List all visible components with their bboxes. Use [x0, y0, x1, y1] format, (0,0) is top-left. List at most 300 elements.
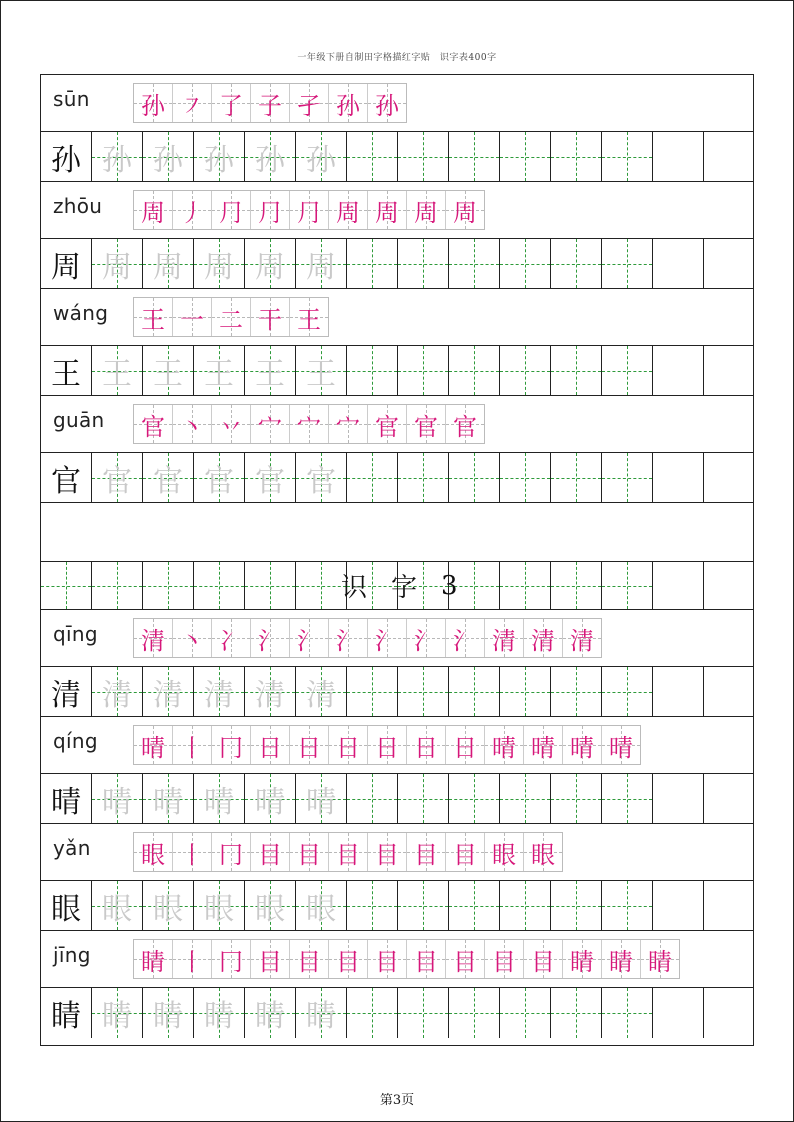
stroke-step [134, 833, 173, 871]
stroke-glyph: 孙 [141, 91, 165, 120]
trace-cell[interactable] [245, 774, 296, 823]
trace-cell[interactable] [194, 346, 245, 395]
stroke-order-strip [133, 939, 680, 979]
stroke-glyph: 目 [453, 840, 477, 869]
practice-cell[interactable] [602, 132, 653, 181]
writing-row [41, 881, 753, 931]
trace-cell[interactable] [194, 667, 245, 716]
stroke-glyph: 丨 [180, 840, 204, 869]
practice-cell[interactable] [449, 453, 500, 502]
pinyin-label: qíng [53, 729, 98, 753]
title-grid-cell [500, 562, 551, 609]
stroke-order-strip [133, 83, 407, 123]
practice-cell[interactable] [551, 132, 602, 181]
practice-cell[interactable] [500, 132, 551, 181]
trace-character: 晴 [102, 784, 132, 820]
practice-cell[interactable] [500, 346, 551, 395]
trace-character: 晴 [306, 784, 336, 820]
practice-cell[interactable] [347, 453, 398, 502]
practice-cell[interactable] [653, 667, 704, 716]
stroke-step [173, 298, 212, 336]
stroke-glyph: 宀 [258, 412, 282, 441]
stroke-glyph: 睛 [648, 947, 672, 976]
stroke-glyph: 晴 [141, 733, 165, 762]
stroke-step [407, 619, 446, 657]
practice-sheet [40, 74, 754, 1046]
stroke-step [602, 940, 641, 978]
stroke-step [524, 833, 562, 871]
writing-row [41, 774, 753, 824]
practice-cell[interactable] [602, 239, 653, 288]
stroke-glyph: 丨 [180, 947, 204, 976]
stroke-glyph: 孑 [297, 91, 321, 120]
trace-character: 晴 [153, 784, 183, 820]
trace-character: 王 [153, 356, 183, 392]
title-grid-cell [245, 562, 296, 609]
writing-grid [41, 774, 755, 823]
practice-cell[interactable] [653, 239, 704, 288]
stroke-step [485, 619, 524, 657]
trace-character: 官 [255, 463, 285, 499]
trace-cell[interactable] [143, 239, 194, 288]
stroke-glyph: 晴 [492, 733, 516, 762]
stroke-step [329, 619, 368, 657]
trace-cell[interactable] [245, 667, 296, 716]
trace-character: 王 [102, 356, 132, 392]
title-grid-cell [653, 562, 704, 609]
stroke-glyph: 周 [453, 198, 477, 227]
stroke-glyph: 眼 [141, 840, 165, 869]
stroke-step [446, 726, 485, 764]
trace-cell[interactable] [92, 239, 143, 288]
stroke-glyph: 目 [258, 840, 282, 869]
stroke-glyph: 冂 [219, 947, 243, 976]
trace-character: 孙 [153, 142, 183, 178]
stroke-glyph: 宀 [336, 412, 360, 441]
stroke-step [290, 833, 329, 871]
practice-cell[interactable] [449, 774, 500, 823]
practice-cell[interactable] [704, 453, 755, 502]
model-character-cell [41, 346, 92, 395]
trace-cell[interactable] [296, 132, 347, 181]
trace-cell[interactable] [92, 346, 143, 395]
practice-cell[interactable] [551, 667, 602, 716]
title-grid-cell [143, 562, 194, 609]
stroke-step [212, 940, 251, 978]
model-character: 睛 [51, 999, 81, 1034]
practice-cell[interactable] [602, 881, 653, 930]
model-character: 眼 [51, 891, 81, 927]
trace-character: 官 [153, 463, 183, 499]
trace-cell[interactable] [92, 881, 143, 930]
stroke-order-strip [133, 725, 641, 765]
trace-character: 清 [204, 677, 234, 713]
practice-cell[interactable] [653, 346, 704, 395]
stroke-step [212, 619, 251, 657]
trace-cell[interactable] [296, 346, 347, 395]
trace-cell[interactable] [296, 453, 347, 502]
trace-cell[interactable] [245, 988, 296, 1038]
trace-character: 清 [306, 677, 336, 713]
trace-character: 睛 [306, 999, 336, 1034]
title-grid-cell [41, 562, 92, 609]
stroke-glyph: 清 [531, 626, 555, 655]
writing-row [41, 239, 753, 289]
practice-cell[interactable] [704, 988, 755, 1038]
practice-cell[interactable] [449, 239, 500, 288]
practice-cell[interactable] [500, 988, 551, 1038]
stroke-step [173, 84, 212, 122]
practice-cell[interactable] [347, 774, 398, 823]
stroke-order-strip [133, 297, 329, 337]
stroke-step [329, 940, 368, 978]
stroke-step [407, 191, 446, 229]
stroke-step [251, 619, 290, 657]
stroke-order-strip [133, 832, 563, 872]
stroke-step [524, 940, 563, 978]
practice-cell[interactable] [602, 346, 653, 395]
practice-cell[interactable] [551, 774, 602, 823]
model-character: 晴 [51, 784, 81, 820]
stroke-step [290, 619, 329, 657]
stroke-glyph: 氵 [453, 626, 477, 655]
lesson-title [341, 562, 482, 609]
stroke-glyph: 日 [414, 733, 438, 762]
stroke-glyph: 王 [297, 305, 321, 334]
trace-cell[interactable] [92, 774, 143, 823]
stroke-glyph: 目 [531, 947, 555, 976]
stroke-glyph: 子 [258, 91, 282, 120]
stroke-glyph: 周 [141, 198, 165, 227]
stroke-glyph: 目 [453, 947, 477, 976]
stroke-step [446, 191, 484, 229]
trace-cell[interactable] [92, 988, 143, 1038]
stroke-step [563, 619, 601, 657]
stroke-glyph: 了 [219, 91, 243, 120]
stroke-glyph: 氵 [297, 626, 321, 655]
pinyin-row [41, 289, 753, 346]
practice-cell[interactable] [653, 774, 704, 823]
trace-character: 晴 [204, 784, 234, 820]
blank-row [41, 503, 753, 562]
practice-cell[interactable] [398, 988, 449, 1038]
practice-cell[interactable] [653, 453, 704, 502]
stroke-glyph: 目 [414, 947, 438, 976]
model-character-cell [41, 881, 92, 930]
practice-cell[interactable] [653, 881, 704, 930]
stroke-step [407, 940, 446, 978]
writing-grid [41, 346, 755, 395]
practice-cell[interactable] [347, 239, 398, 288]
practice-cell[interactable] [500, 774, 551, 823]
writing-grid [41, 988, 755, 1038]
practice-cell[interactable] [398, 667, 449, 716]
title-grid-cell [92, 562, 143, 609]
trace-character: 睛 [153, 999, 183, 1034]
stroke-glyph: 官 [141, 412, 165, 441]
stroke-order-strip [133, 190, 485, 230]
stroke-glyph: 氵 [414, 626, 438, 655]
stroke-step [290, 405, 329, 443]
practice-cell[interactable] [398, 239, 449, 288]
trace-cell[interactable] [245, 881, 296, 930]
practice-cell[interactable] [398, 453, 449, 502]
trace-character: 王 [204, 356, 234, 392]
practice-cell[interactable] [347, 881, 398, 930]
trace-cell[interactable] [143, 346, 194, 395]
stroke-step [407, 833, 446, 871]
trace-character: 睛 [255, 999, 285, 1034]
trace-character: 眼 [153, 891, 183, 927]
stroke-glyph: 清 [141, 626, 165, 655]
stroke-step [212, 84, 251, 122]
stroke-step [446, 405, 484, 443]
trace-cell[interactable] [194, 774, 245, 823]
trace-cell[interactable] [194, 239, 245, 288]
stroke-glyph: 眼 [531, 840, 555, 869]
practice-cell[interactable] [398, 881, 449, 930]
model-character-cell [41, 667, 92, 716]
trace-cell[interactable] [194, 132, 245, 181]
pinyin-row [41, 610, 753, 667]
stroke-step [134, 298, 173, 336]
stroke-glyph: 目 [414, 840, 438, 869]
stroke-glyph: 丶 [180, 412, 204, 441]
stroke-glyph: 丨 [180, 733, 204, 762]
practice-cell[interactable] [500, 881, 551, 930]
trace-character: 眼 [102, 891, 132, 927]
stroke-order-strip [133, 618, 602, 658]
practice-cell[interactable] [602, 453, 653, 502]
stroke-order-strip [133, 404, 485, 444]
title-grid-cell [194, 562, 245, 609]
writing-row [41, 667, 753, 717]
practice-cell[interactable] [449, 881, 500, 930]
practice-cell[interactable] [398, 132, 449, 181]
stroke-step [485, 726, 524, 764]
practice-cell[interactable] [500, 453, 551, 502]
stroke-step [329, 405, 368, 443]
model-character: 清 [51, 677, 81, 713]
trace-cell[interactable] [296, 774, 347, 823]
trace-character: 官 [204, 463, 234, 499]
stroke-step [524, 619, 563, 657]
trace-cell[interactable] [245, 132, 296, 181]
model-character: 官 [51, 463, 81, 499]
stroke-glyph: 氵 [336, 626, 360, 655]
practice-cell[interactable] [500, 239, 551, 288]
stroke-step [563, 726, 602, 764]
writing-row [41, 132, 753, 182]
trace-cell[interactable] [92, 667, 143, 716]
stroke-step [368, 191, 407, 229]
practice-cell[interactable] [449, 132, 500, 181]
stroke-glyph: 日 [297, 733, 321, 762]
stroke-step [407, 726, 446, 764]
trace-cell[interactable] [296, 239, 347, 288]
stroke-step [173, 726, 212, 764]
practice-cell[interactable] [551, 239, 602, 288]
practice-cell[interactable] [653, 132, 704, 181]
trace-cell[interactable] [92, 132, 143, 181]
stroke-step [134, 84, 173, 122]
writing-row [41, 346, 753, 396]
model-character-cell [41, 132, 92, 181]
stroke-glyph: 目 [375, 840, 399, 869]
trace-cell[interactable] [143, 774, 194, 823]
stroke-step [329, 84, 368, 122]
trace-cell[interactable] [143, 881, 194, 930]
stroke-glyph: 目 [375, 947, 399, 976]
stroke-glyph: 宀 [297, 412, 321, 441]
trace-character: 周 [204, 249, 234, 285]
practice-cell[interactable] [551, 453, 602, 502]
stroke-step [251, 833, 290, 871]
stroke-glyph: 二 [219, 305, 243, 334]
practice-cell[interactable] [347, 667, 398, 716]
practice-cell[interactable] [551, 988, 602, 1038]
practice-cell[interactable] [347, 346, 398, 395]
trace-cell[interactable] [143, 132, 194, 181]
practice-cell[interactable] [602, 988, 653, 1038]
stroke-step [407, 405, 446, 443]
title-grid-cell [602, 562, 653, 609]
practice-cell[interactable] [398, 346, 449, 395]
stroke-step [251, 191, 290, 229]
trace-cell[interactable] [194, 453, 245, 502]
stroke-step [134, 191, 173, 229]
trace-character: 孙 [306, 142, 336, 178]
stroke-step [212, 405, 251, 443]
trace-character: 官 [306, 463, 336, 499]
stroke-glyph: 日 [375, 733, 399, 762]
pinyin-label: jīng [53, 943, 91, 967]
trace-cell[interactable] [143, 988, 194, 1038]
practice-cell[interactable] [704, 881, 755, 930]
practice-cell[interactable] [602, 774, 653, 823]
stroke-glyph: ㇇ [180, 91, 204, 120]
stroke-glyph: 丶 [180, 626, 204, 655]
practice-cell[interactable] [500, 667, 551, 716]
stroke-step [524, 726, 563, 764]
title-grid-cell [296, 562, 347, 609]
practice-cell[interactable] [347, 132, 398, 181]
stroke-step [134, 405, 173, 443]
practice-cell[interactable] [704, 774, 755, 823]
trace-cell[interactable] [245, 453, 296, 502]
stroke-step [212, 191, 251, 229]
trace-cell[interactable] [245, 239, 296, 288]
practice-cell[interactable] [602, 667, 653, 716]
stroke-step [251, 84, 290, 122]
stroke-glyph: ⺆ [258, 198, 282, 227]
stroke-glyph: 干 [258, 305, 282, 334]
model-character: 周 [51, 249, 81, 285]
stroke-glyph: 孙 [336, 91, 360, 120]
stroke-glyph: 周 [375, 198, 399, 227]
stroke-step [251, 726, 290, 764]
stroke-step [641, 940, 679, 978]
trace-character: 眼 [306, 891, 336, 927]
trace-cell[interactable] [296, 988, 347, 1038]
stroke-step [251, 298, 290, 336]
trace-character: 眼 [255, 891, 285, 927]
practice-cell[interactable] [449, 667, 500, 716]
practice-cell[interactable] [398, 774, 449, 823]
writing-grid [41, 667, 755, 716]
stroke-step [329, 191, 368, 229]
stroke-step [173, 833, 212, 871]
trace-cell[interactable] [92, 453, 143, 502]
practice-cell[interactable] [704, 667, 755, 716]
page-number: 第3页 [379, 1093, 415, 1108]
trace-cell[interactable] [245, 346, 296, 395]
trace-cell[interactable] [143, 453, 194, 502]
stroke-glyph: 清 [570, 626, 594, 655]
trace-character: 孙 [255, 142, 285, 178]
stroke-glyph: 目 [336, 840, 360, 869]
practice-cell[interactable] [449, 346, 500, 395]
stroke-glyph: 睛 [609, 947, 633, 976]
stroke-step [134, 619, 173, 657]
stroke-glyph: 清 [492, 626, 516, 655]
pinyin-row [41, 396, 753, 453]
trace-cell[interactable] [143, 667, 194, 716]
stroke-glyph: 氵 [258, 626, 282, 655]
practice-cell[interactable] [704, 346, 755, 395]
stroke-step [173, 940, 212, 978]
model-character-cell [41, 453, 92, 502]
stroke-step [173, 191, 212, 229]
trace-character: 官 [102, 463, 132, 499]
trace-cell[interactable] [296, 667, 347, 716]
practice-cell[interactable] [347, 988, 398, 1038]
practice-cell[interactable] [551, 346, 602, 395]
stroke-step [251, 940, 290, 978]
trace-cell[interactable] [296, 881, 347, 930]
stroke-glyph: 晴 [609, 733, 633, 762]
trace-character: 周 [153, 249, 183, 285]
stroke-glyph: 周 [414, 198, 438, 227]
stroke-glyph: ⺆ [219, 198, 243, 227]
writing-grid [41, 881, 755, 930]
stroke-step [368, 619, 407, 657]
stroke-glyph: 目 [297, 947, 321, 976]
practice-cell[interactable] [704, 132, 755, 181]
page-header: 一年级下册自制田字格描红字贴 识字表400字 [297, 53, 497, 63]
stroke-glyph: 周 [336, 198, 360, 227]
writing-row [41, 453, 753, 503]
trace-cell[interactable] [194, 881, 245, 930]
stroke-glyph: ⺆ [297, 198, 321, 227]
practice-cell[interactable] [449, 988, 500, 1038]
trace-character: 周 [306, 249, 336, 285]
practice-cell[interactable] [653, 988, 704, 1038]
pinyin-row [41, 182, 753, 239]
stroke-glyph: 丿 [180, 198, 204, 227]
pinyin-label: yǎn [53, 836, 91, 860]
lesson-title-part: 3 [441, 570, 466, 601]
stroke-step [329, 726, 368, 764]
lesson-title-part: 字 [391, 573, 426, 603]
model-character: 孙 [51, 142, 81, 178]
trace-cell[interactable] [194, 988, 245, 1038]
stroke-step [290, 191, 329, 229]
practice-cell[interactable] [551, 881, 602, 930]
pinyin-row [41, 824, 753, 881]
stroke-step [134, 726, 173, 764]
practice-cell[interactable] [704, 239, 755, 288]
